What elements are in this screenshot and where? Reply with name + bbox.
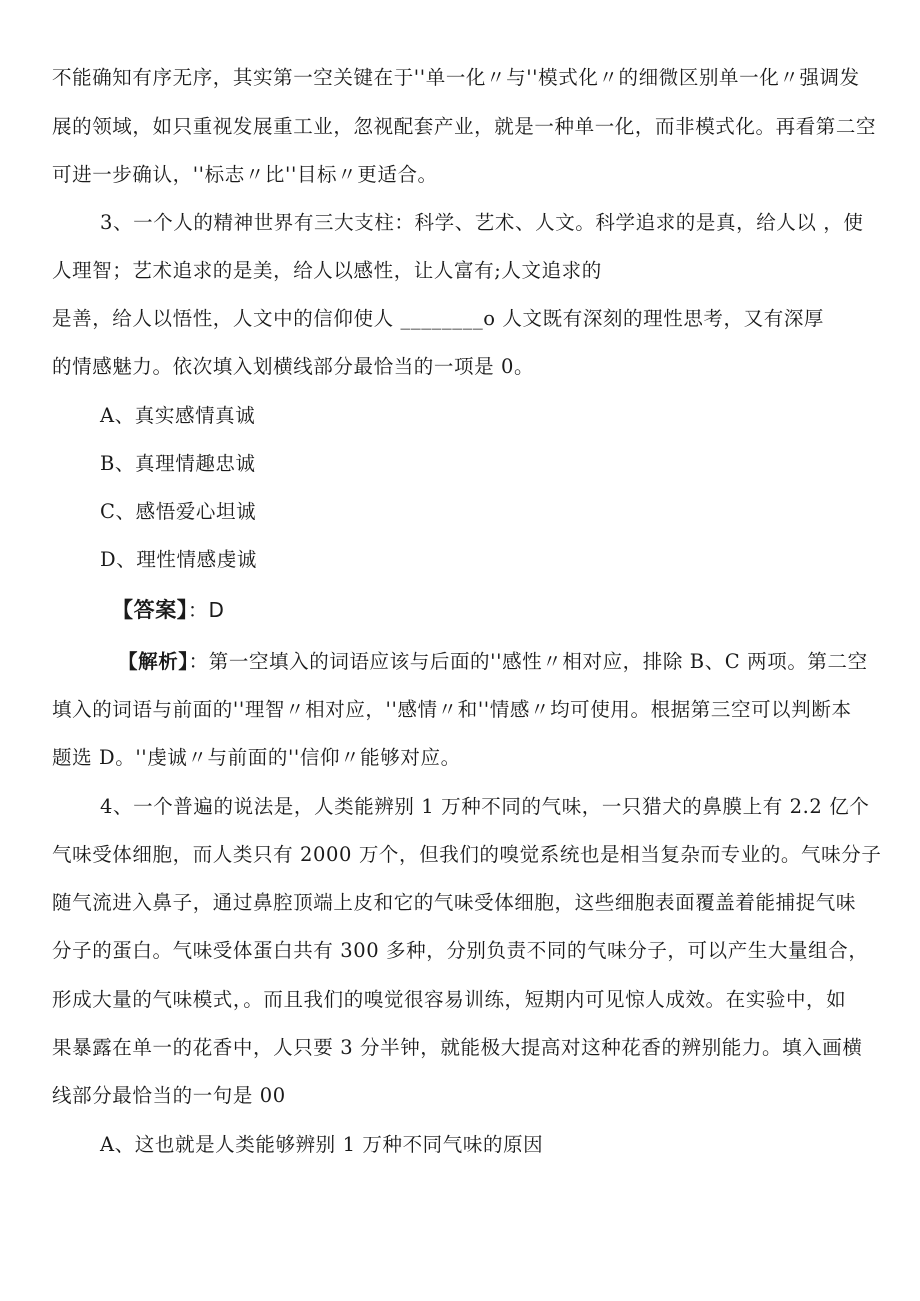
q3-analysis-line-3: 题选 D。''虔诚〃与前面的''信仰〃能够对应。 xyxy=(52,746,461,769)
q3-option-c: C、感悟爱心坦诚 xyxy=(100,500,257,523)
q3-analysis-line-2: 填入的词语与前面的''理智〃相对应，''感情〃和''情感〃均可使用。根据第三空可以判断本 xyxy=(52,698,852,721)
analysis-label: 【解析】 xyxy=(118,650,189,673)
q3-answer xyxy=(112,598,225,623)
prev-explanation-line-1: 不能确知有序无序，其实第一空关键在于''单一化〃与''模式化〃的细微区别单一化〃强调发 xyxy=(52,66,860,89)
q3-option-a: A、真实感情真诚 xyxy=(100,404,256,427)
q4-stem-line-2: 气味受体细胞，而人类只有 2000 万个，但我们的嗅觉系统也是相当复杂而专业的。气味分子 xyxy=(52,843,882,866)
prev-explanation-line-3: 可进一步确认，''标志〃比''目标〃更适合。 xyxy=(52,163,438,186)
q3-analysis-line-1 xyxy=(118,650,868,674)
q3-stem-line-4: 的情感魅力。依次填入划横线部分最恰当的一项是 0。 xyxy=(52,355,535,378)
q3-option-b: B、真理情趣忠诚 xyxy=(100,452,256,475)
q4-stem-line-4: 分子的蛋白。气味受体蛋白共有 300 多种，分别负责不同的气味分子，可以产生大量组合， xyxy=(52,939,869,962)
q4-stem-line-6: 果暴露在单一的花香中，人只要 3 分半钟，就能极大提高对这种花香的辨别能力。填入画横 xyxy=(52,1036,863,1059)
answer-value: ：D xyxy=(187,598,225,622)
q3-stem-line-3: 是善，给人以悟性，人文中的信仰使人 ________o 人文既有深刻的理性思考，又有深厚 xyxy=(52,307,825,330)
answer-label: 【答案】 xyxy=(112,598,188,622)
prev-explanation-line-2: 展的领域，如只重视发展重工业，忽视配套产业，就是一种单一化，而非模式化。再看第二空 xyxy=(52,115,877,138)
q4-option-a: A、这也就是人类能够辨别 1 万种不同气味的原因 xyxy=(100,1133,544,1156)
q3-stem-line-2: 人理智；艺术追求的是美，给人以感性，让人富有;人文追求的 xyxy=(52,259,602,282)
q3-stem-line-1: 3、一个人的精神世界有三大支柱：科学、艺术、人文。科学追求的是真，给人以 ，使 xyxy=(100,211,864,234)
q4-stem-line-1: 4、一个普遍的说法是，人类能辨别 1 万种不同的气味，一只猎犬的鼻膜上有 2.2 亿个 xyxy=(100,795,870,818)
q3-option-d: D、理性情感虔诚 xyxy=(100,548,257,571)
q4-stem-line-3: 随气流进入鼻子，通过鼻腔顶端上皮和它的气味受体细胞，这些细胞表面覆盖着能捕捉气味 xyxy=(52,891,857,914)
analysis-text: ：第一空填入的词语应该与后面的''感性〃相对应，排除 B、C 两项。第二空 xyxy=(188,650,868,673)
q4-stem-line-5: 形成大量的气味模式，。而且我们的嗅觉很容易训练，短期内可见惊人成效。在实验中，如 xyxy=(52,988,847,1011)
q4-stem-line-7: 线部分最恰当的一句是 00 xyxy=(52,1084,286,1107)
